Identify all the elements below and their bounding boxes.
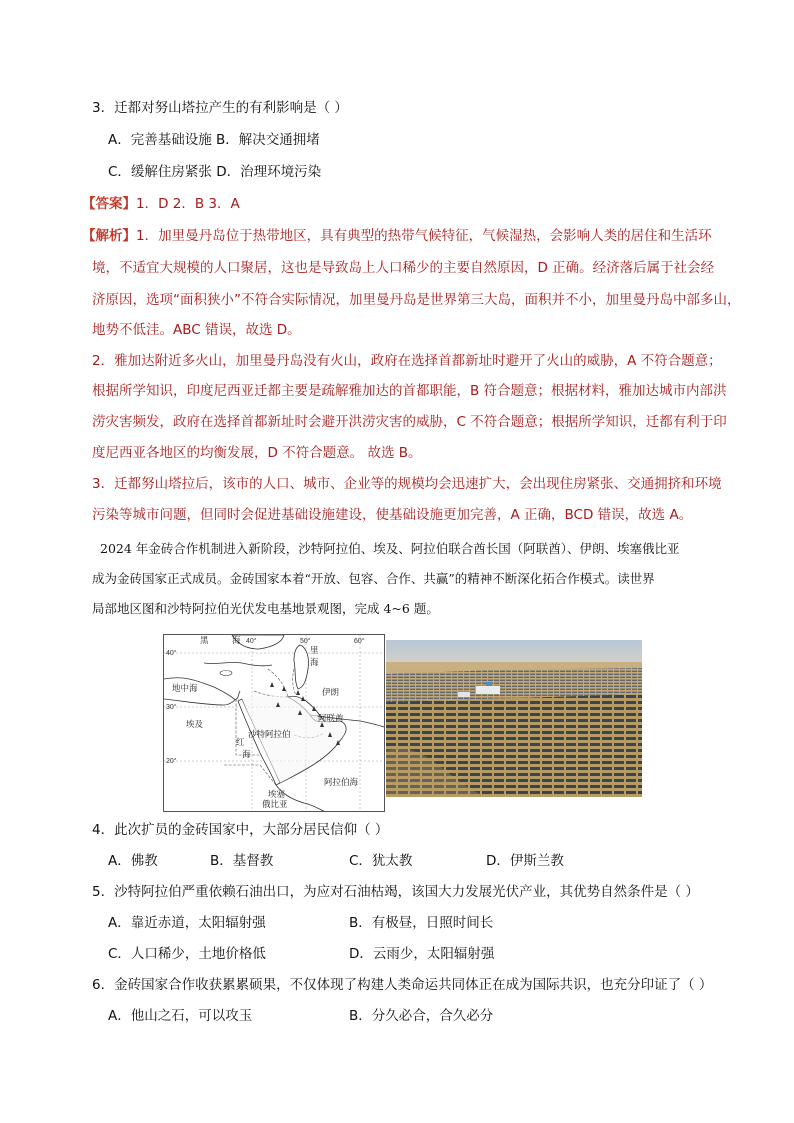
lon-tick-40: 40° [246,638,257,645]
passage-line-2: 成为金砖国家正式成员。金砖国家本着“开放、包容、合作、共赢”的精神不断深化拓合作模式。读世界 [92,571,655,586]
lat-tick-40: 40° [166,650,177,657]
analysis-p2-line-4: 度尼西亚各地区的均衡发展，D 不符合题意。 故选 B。 [92,445,422,461]
middle-east-map [163,634,385,812]
lat-tick-30: 30° [166,704,177,711]
lon-tick-60: 60° [354,638,365,645]
analysis-text: 1．加里曼丹岛位于热带地区，具有典型的热带气候特征，气候湿热，会影响人类的居住和生活环 [136,228,712,244]
answer-text: 1．D 2．B 3．A [136,196,240,212]
solar-farm-svg [386,640,642,797]
q3-options-ab: A．完善基础设施 B．解决交通拥堵 [108,132,320,148]
q5-option-c: C．人口稀少，土地价格低 [108,946,266,962]
map-label-red-sea-1: 红 [236,737,245,747]
q6-option-a: A．他山之石，可以攻玉 [108,1008,253,1024]
passage-line-1: 2024 年金砖合作机制进入新阶段，沙特阿拉伯、埃及、阿拉伯联合酋长国（阿联酋）、伊朗、埃塞俄比亚 [100,541,680,556]
answer-tag: 【答案】 [82,196,136,212]
analysis-p3-line-1: 3．迁都努山塔拉后，该市的人口、城市、企业等的规模均会迅速扩大，会出现住房紧张、交通拥挤和环境 [92,476,722,492]
island-shape [220,671,232,676]
analysis-tag: 【解析】 [82,228,136,244]
q6-stem: 6．金砖国家合作收获累累硕果，不仅体现了构建人类命运共同体正在成为国际共识，也充分印证了（ ） [92,977,713,993]
q4-stem: 4．此次扩员的金砖国家中，大部分居民信仰（ ） [92,822,389,838]
q3-stem: 3．迁都对努山塔拉产生的有利影响是（ ） [92,100,348,116]
answer-line [82,194,240,214]
q5-stem: 5．沙特阿拉伯严重依赖石油出口，为应对石油枯竭，该国大力发展光伏产业，其优势自然条件是（ ） [92,884,699,900]
analysis-p3-line-2: 污染等城市问题，但同时会促进基础设施建设，使基础设施更加完善，A 正确，BCD 错误，故选 A。 [92,507,693,523]
map-label-black-sea: 黑 [200,635,209,645]
anatolia-coast [204,662,272,665]
q4-option-d: D．伊斯兰教 [486,853,564,869]
map-label-caspian-2: 海 [310,657,319,667]
map-label-red-sea-2: 海 [242,749,251,759]
q4-option-a: A．佛教 [108,853,158,869]
map-label-uae: 阿联酋 [318,713,344,723]
analysis-p1-line-3: 济原因，选项“面积狭小”不符合实际情况，加里曼丹岛是世界第三大岛，面积并不小，加里曼丹岛中部多山， [92,292,741,308]
analysis-p2-line-2: 根据所学知识，印度尼西亚迁都主要是疏解雅加达的首都职能，B 符合题意；根据材料，雅加达城市内部洪 [92,383,727,399]
map-label-iran: 伊朗 [322,687,340,697]
analysis-p1-line-1 [82,226,712,246]
map-label-arabian-sea: 阿拉伯海 [324,777,359,787]
map-label-egypt: 埃及 [186,719,204,729]
map-label-black-sea-2: 海 [232,635,241,645]
passage-line-3: 局部地区图和沙特阿拉伯光伏发电基地景观图，完成 4~6 题。 [92,601,439,616]
map-label-saudi: 沙特阿拉伯 [248,729,291,739]
map-label-ethiopia-2: 俄比亚 [262,799,288,809]
analysis-p2-line-1: 2．雅加达附近多火山，加里曼丹岛没有火山，政府在选择首都新址时避开了火山的威胁，A 不符合题意； [92,353,722,369]
analysis-p1-line-2: 境，不适宜大规模的人口聚居，这也是导致岛上人口稀少的主要自然原因，D 正确。经济落后属于社会经 [92,260,715,276]
caspian-sea-shape [294,645,309,689]
analysis-p2-line-3: 涝灾害频发，政府在选择首都新址时会避开洪涝灾害的威胁，C 不符合题意；根据所学知识，迁都有利于印 [92,414,727,430]
q3-options-cd: C．缓解住房紧张 D．治理环境污染 [108,164,322,180]
q5-option-d: D．云雨少，太阳辐射强 [349,946,495,962]
q4-option-b: B．基督教 [210,853,274,869]
map-label-ethiopia-1: 埃塞 [268,789,286,799]
lon-tick-50: 50° [300,638,311,645]
map-svg [164,635,384,811]
q5-option-b: B．有极昼，日照时间长 [349,915,494,931]
q4-option-c: C．犹太教 [349,853,413,869]
q6-option-b: B．分久必合，合久必分 [349,1008,494,1024]
analysis-p1-line-4: 地势不低洼。ABC 错误，故选 D。 [92,322,301,338]
solar-farm-photo [386,640,642,797]
q5-option-a: A．靠近赤道，太阳辐射强 [108,915,266,931]
map-label-mediterranean: 地中海 [172,683,198,693]
lat-tick-20: 20° [166,758,177,765]
map-label-caspian-1: 里 [310,645,319,655]
